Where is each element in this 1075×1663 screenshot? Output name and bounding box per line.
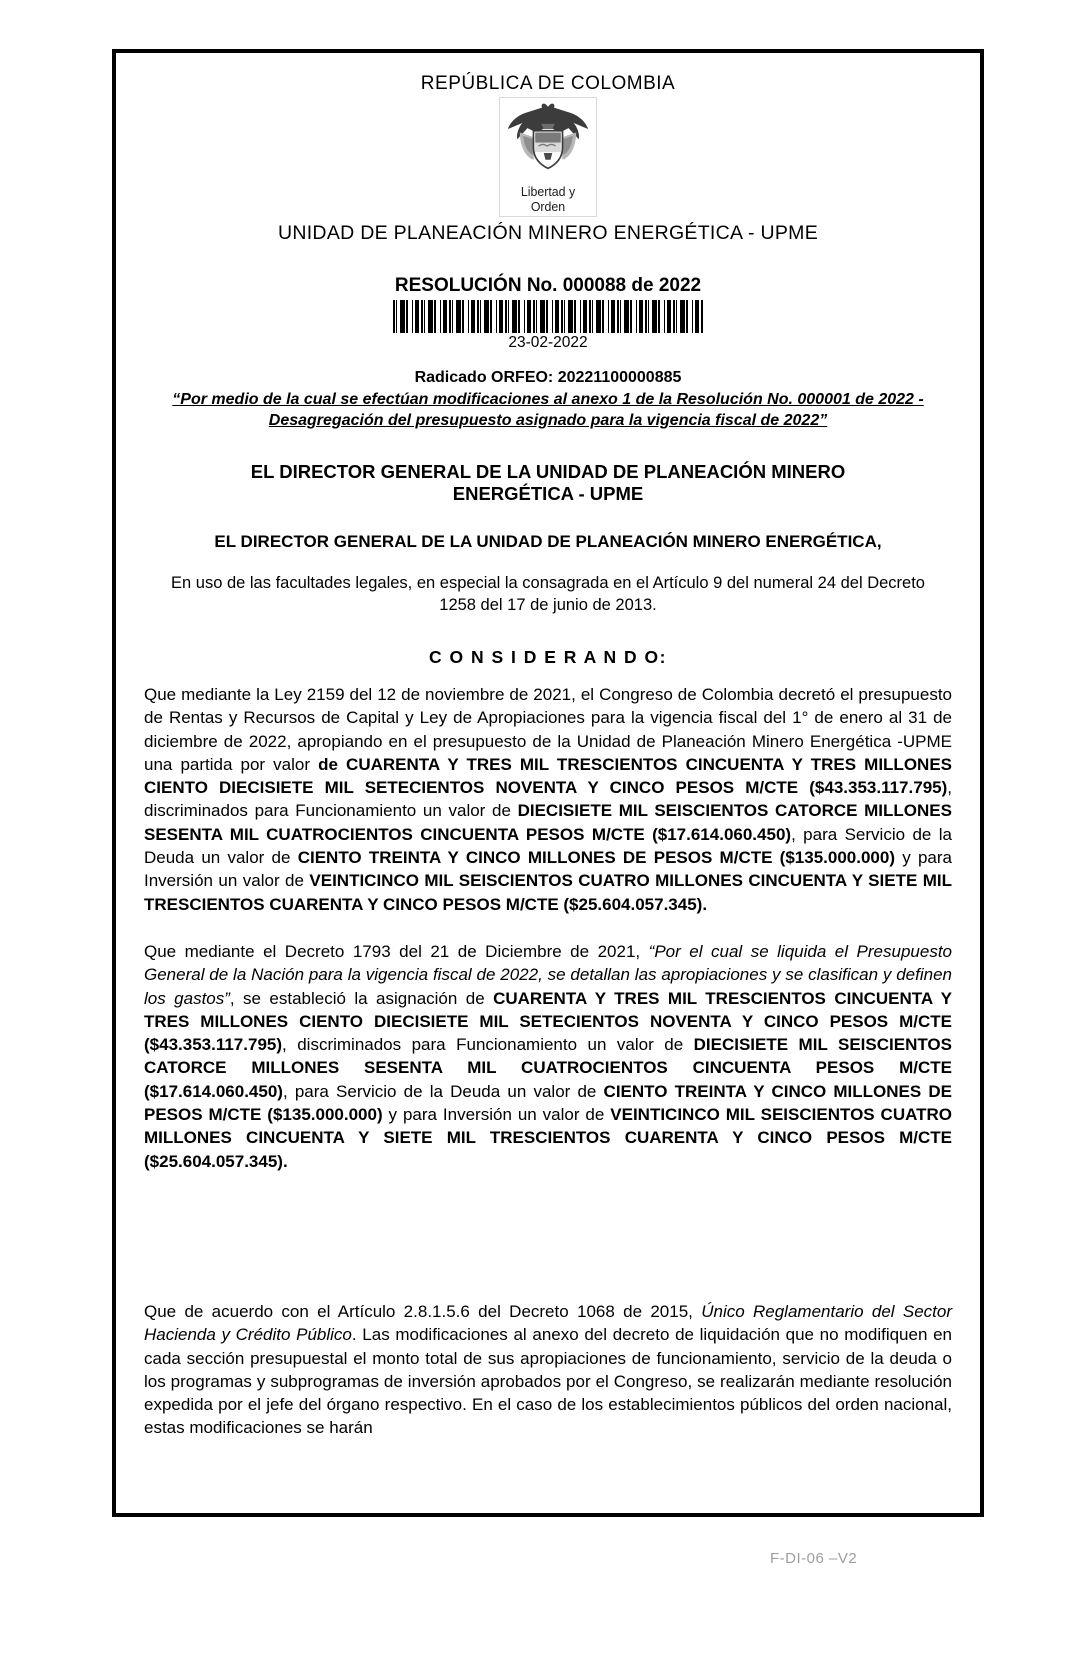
republic-title: REPÚBLICA DE COLOMBIA bbox=[420, 73, 676, 94]
faculties-decree-date: 1258 del 17 de junio de 2013. bbox=[439, 596, 657, 614]
form-code: F-DI-06 –V2 bbox=[770, 1550, 858, 1567]
barcode-image bbox=[393, 300, 703, 333]
coat-of-arms bbox=[499, 97, 597, 217]
director-heading-primary: EL DIRECTOR GENERAL DE LA UNIDAD DE PLANEACIÓN MINERO ENERGÉTICA - UPME bbox=[250, 461, 846, 504]
resolution-page bbox=[112, 49, 984, 1517]
radicado-line: Radicado ORFEO: 20221100000885 bbox=[414, 369, 682, 386]
entity-title: UNIDAD DE PLANEACIÓN MINERO ENERGÉTICA - UPME bbox=[277, 222, 819, 244]
paragraph-decreto-1068: Que de acuerdo con el Artículo 2.8.1.5.6 del Decreto 1068 de 2015, Único Reglamentario del Sector Hacienda y Crédito Público. Las modificaciones al anexo del decreto de liquidación que no modifiquen en cada sección presupuestal el monto total de sus apropiaciones de funcionamiento, servicio de la deuda o los programas y subprogramas de inversión aprobados por el Congreso, se realizarán mediante resolución expedida por el jefe del órgano respectivo. En el caso de los establecimientos públicos del orden nacional, estas modificaciones se harán bbox=[144, 1301, 952, 1438]
paragraph-ley-2159: Que mediante la Ley 2159 del 12 de noviembre de 2021, el Congreso de Colombia decretó el presupuesto de Rentas y Recursos de Capital y Ley de Apropiaciones para la vigencia fiscal del 1° de enero al 31 de diciembre de 2022, apropiando en el presupuesto de la Unidad de Planeación Minero Energética -UPME una partida por valor de CUARENTA Y TRES MIL TRESCIENTOS CINCUENTA Y TRES MILLONES CIENTO DIECISIETE MIL SETECIENTOS NOVENTA Y CINCO PESOS M/CTE ($43.353.117.795), discriminados para Funcionamiento un valor de DIECISIETE MIL SEISCIENTOS CATORCE MILLONES SESENTA MIL CUATROCIENTOS CINCUENTA PESOS M/CTE ($17.614.060.450), para Servicio de la Deuda un valor de CIENTO TREINTA Y CINCO MILLONES DE PESOS M/CTE ($135.000.000) y para Inversión un valor de VEINTICINCO MIL SEISCIENTOS CUATRO MILLONES CINCUENTA Y SIETE MIL TRESCIENTOS CUARENTA Y CINCO PESOS M/CTE ($25.604.057.345). bbox=[144, 685, 952, 914]
barcode-date: 23-02-2022 bbox=[508, 334, 588, 351]
paragraph-decreto-1793: Que mediante el Decreto 1793 del 21 de Diciembre de 2021, “Por el cual se liquida el Presupuesto General de la Nación para la vigencia fiscal de 2022, se detallan las apropiaciones y se clasifican y definen los gastos”, se estableció la asignación de CUARENTA Y TRES MIL TRESCIENTOS CINCUENTA Y TRES MILLONES CIENTO DIECISIETE MIL SETECIENTOS NOVENTA Y CINCO PESOS M/CTE ($43.353.117.795), discriminados para Funcionamiento un valor de DIECISIETE MIL SEISCIENTOS CATORCE MILLONES SESENTA MIL CUATROCIENTOS CINCUENTA PESOS M/CTE ($17.614.060.450), para Servicio de la Deuda un valor de CIENTO TREINTA Y CINCO MILLONES DE PESOS M/CTE ($135.000.000) y para Inversión un valor de VEINTICINCO MIL SEISCIENTOS CUATRO MILLONES CINCUENTA Y SIETE MIL TRESCIENTOS CUARENTA Y CINCO PESOS M/CTE ($25.604.057.345). bbox=[144, 941, 953, 1171]
crest-caption: Libertad y Orden bbox=[520, 184, 576, 214]
considerando-heading: C O N S I D E R A N D O: bbox=[429, 647, 667, 667]
faculties-line: En uso de las facultades legales, en especial la consagrada en el Artículo 9 del numeral 24 del Decreto bbox=[171, 574, 925, 592]
coat-of-arms-icon bbox=[501, 98, 595, 184]
resolution-title: RESOLUCIÓN No. 000088 de 2022 bbox=[394, 275, 702, 296]
director-heading-secondary: EL DIRECTOR GENERAL DE LA UNIDAD DE PLANEACIÓN MINERO ENERGÉTICA, bbox=[214, 532, 882, 551]
subject-quote: “Por medio de la cual se efectúan modificaciones al anexo 1 de la Resolución No. 000001 de 2022 - Desagregación del presupuesto asignado para la vigencia fiscal de 2022” bbox=[172, 391, 924, 429]
